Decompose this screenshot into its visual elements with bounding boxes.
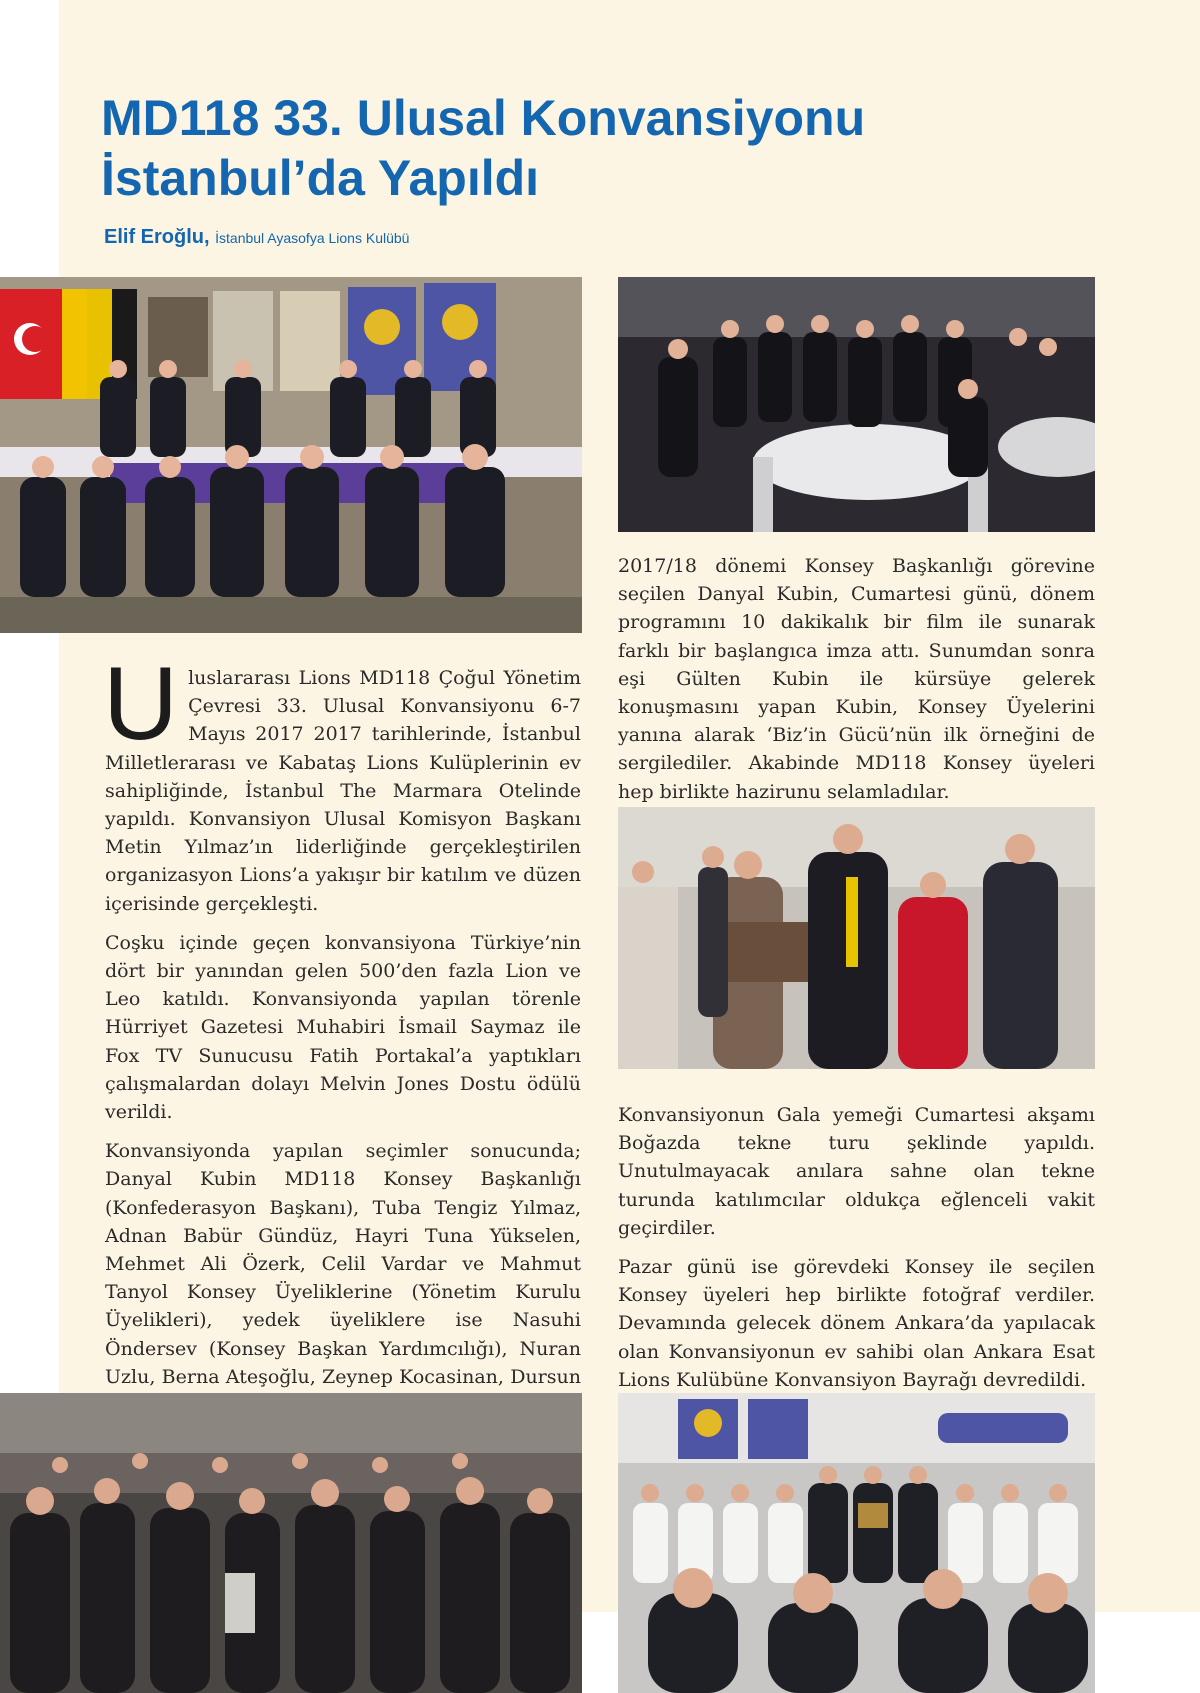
group-photo [0, 277, 582, 633]
right-column-text-bottom [618, 1101, 1095, 1405]
paragraph-6: Pazar günü ise görevdeki Konsey ile seçilen Konsey üyeleri hep birlikte fotoğraf verdiler. Devamında gelecek dönem Ankara’da yapılacak olan Konvansiyonun ev sahibi olan Ankara Esat Lions Kulübüne Konvansiyon Bayrağı devredildi. [618, 1256, 1095, 1391]
audience-photo [0, 1393, 582, 1693]
group-stage-photo [618, 1393, 1095, 1693]
paragraph-3: Konvansiyonda yapılan seçimler sonucunda; Danyal Kubin MD118 Konsey Başkanlığı (Konfederasyon Başkanı), Tuba Tengiz Yılmaz, Adnan Babür Gündüz, Hayri Tuna Yükselen, Mehmet Ali Özerk, Celil Vardar ve Mahmut Tanyol Konsey Üyeliklerine (Yönetim Kurulu Üyelikleri), yedek üyeliklere ise Nasuhi Öndersev (Konsey Başkan Yardımcılığı), Nuran Uzlu, Berna Ateşoğlu, Zeynep Kocasinan, Dursun [105, 1140, 581, 1388]
author-club: İstanbul Ayasofya Lions Kulübü [215, 230, 410, 246]
author-name: Elif Eroğlu, [104, 226, 210, 248]
title-line-2: İstanbul’da Yapıldı [101, 150, 540, 206]
article-title [101, 88, 1001, 208]
right-column-text-top [618, 552, 1095, 817]
author-byline [104, 226, 409, 249]
paragraph-1: Uluslararası Lions MD118 Çoğul Yönetim Çevresi 33. Ulusal Konvansiyonu 6-7 Mayıs 2017 2017 tarihlerinde, İstanbul Milletlerarası ve Kabataş Lions Kulüplerinin ev sahipliğinde, İstanbul The Marmara Otelinde yapıldı. Konvansiyon Ulusal Komisyon Başkanı Metin Yılmaz’ın liderliğinde gerçekleştirilen organizasyon Lions’a yakışır bir katılım ve düzen içerisinde gerçekleşti. [103, 646, 581, 915]
drop-cap: U [103, 646, 179, 762]
award-ceremony-photo [618, 807, 1095, 1069]
title-line-1: MD118 33. Ulusal Konvansiyonu [101, 90, 866, 146]
paragraph-2: Coşku içinde geçen konvansiyona Türkiye’nin dört bir yanından gelen 500’den fazla Lion ve Leo katıldı. Konvansiyonda yapılan törenle Hürriyet Gazetesi Muhabiri İsmail Saymaz ile Fox TV Sunucusu Fatih Portakal’a yaptıkları çalışmalardan dolayı Melvin Jones Dostu ödülü verildi. [105, 931, 581, 1124]
gala-dinner-photo [618, 277, 1095, 532]
paragraph-4: 2017/18 dönemi Konsey Başkanlığı görevine seçilen Danyal Kubin, Cumartesi günü, dönem programını 10 dakikalık bir film ile sunarak farklı bir başlangıca imza attı. Sunumdan sonra eşi Gülten Kubin ile kürsüye gelerek konuşmasını yapan Kubin, Konsey Üyelerini yanına alarak ‘Biz’in Gücü’nün ilk örneğini de sergilediler. Akabinde MD118 Konsey üyeleri hep birlikte hazirunu selamladılar. [618, 555, 1095, 803]
left-column-text [103, 646, 581, 1430]
paragraph-5: Konvansiyonun Gala yemeği Cumartesi akşamı Boğazda tekne turu şeklinde yapıldı. Unutulmayacak anılara sahne olan tekne turunda katılımcılar oldukça eğlenceli vakit geçirdiler. [618, 1104, 1095, 1239]
